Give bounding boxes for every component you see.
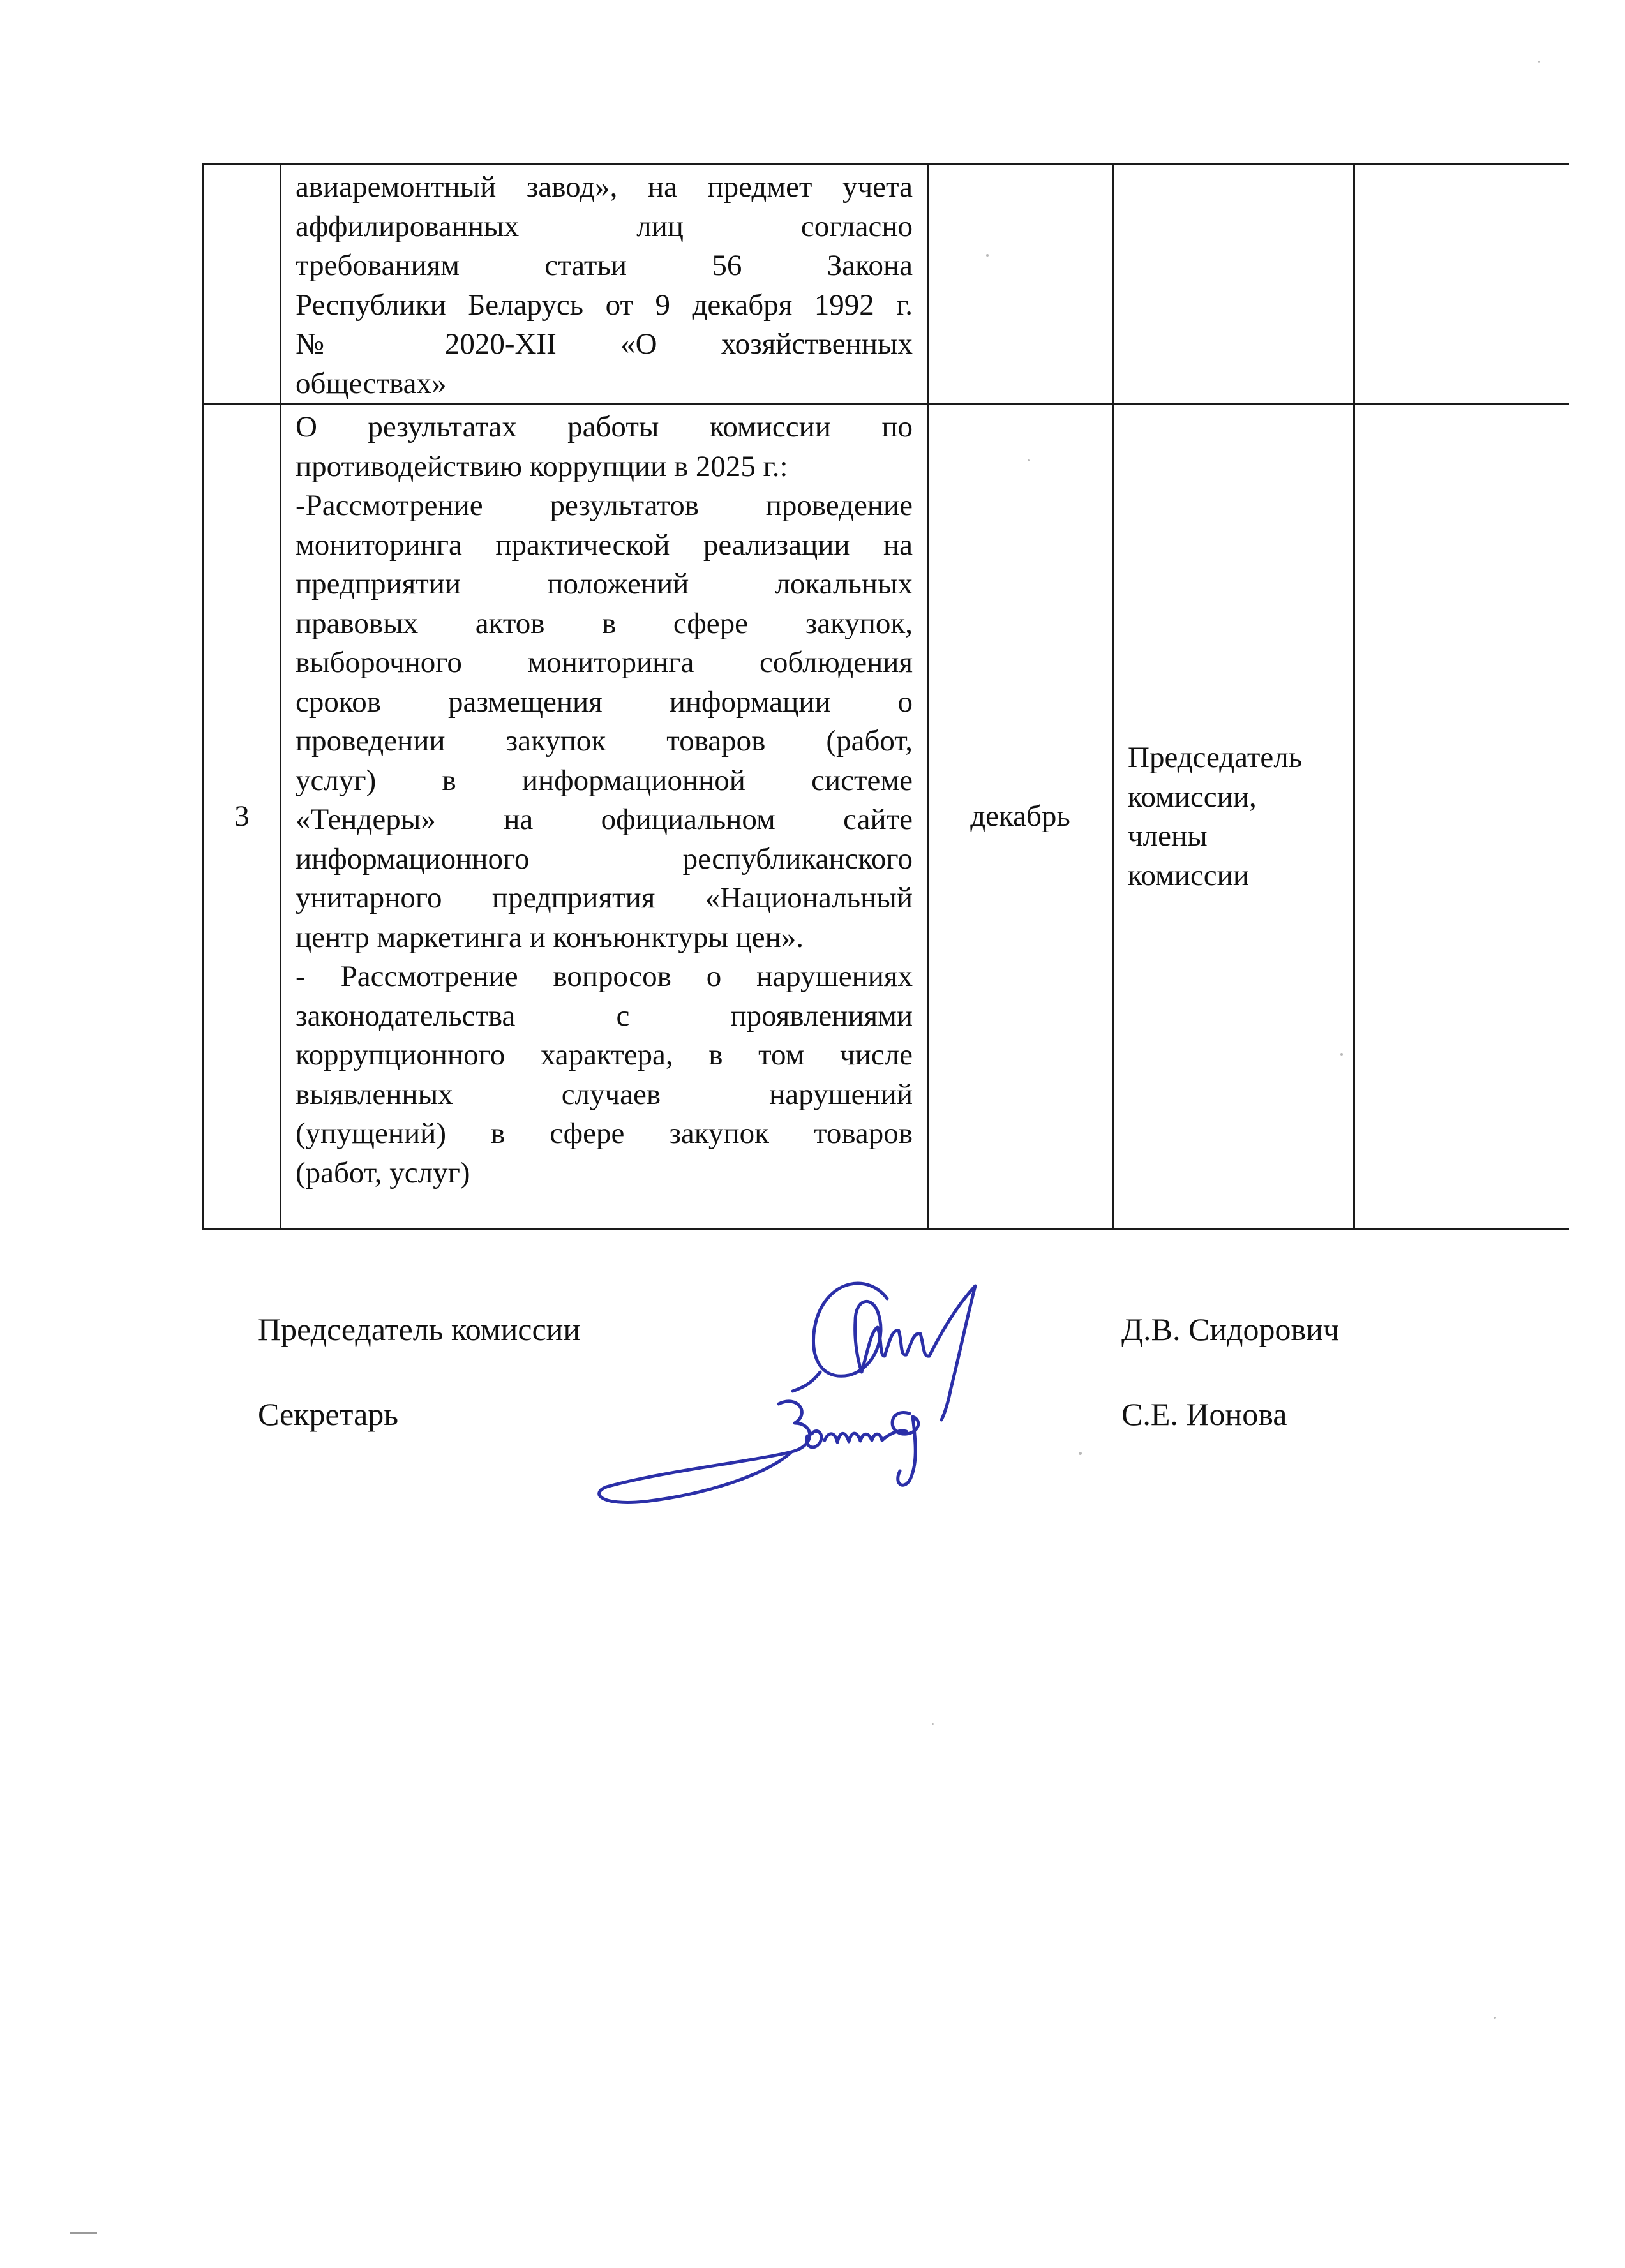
event-cell xyxy=(281,165,928,405)
event-line: проведении закупок товаров (работ, xyxy=(296,724,913,757)
responsible-line: члены xyxy=(1128,819,1208,853)
event-line: информационного республиканского xyxy=(296,842,913,876)
scan-speck xyxy=(1028,459,1030,461)
event-line: мониторинга практической реализации на xyxy=(296,528,913,562)
row-number-cell xyxy=(204,405,281,1230)
responsible-line: Председатель xyxy=(1128,741,1303,774)
secretary-signature-stroke xyxy=(892,1413,918,1486)
scan-speck xyxy=(1538,61,1540,63)
event-line: О результатах работы комиссии по xyxy=(296,410,913,444)
event-line: предприятии положений локальных xyxy=(296,567,913,601)
row-number-cell xyxy=(204,165,281,405)
secretary-signature-stroke xyxy=(599,1401,810,1503)
note-cell xyxy=(1354,405,1570,1230)
chair-signature-stroke xyxy=(929,1286,975,1420)
event-line: Республики Беларусь от 9 декабря 1992 г. xyxy=(296,288,913,322)
event-line: выявленных случаев нарушений xyxy=(296,1077,913,1111)
chair-signature-stroke xyxy=(793,1372,820,1391)
event-line: выборочного мониторинга соблюдения xyxy=(296,646,913,679)
secretary-signature-label: Секретарь xyxy=(258,1396,399,1432)
scan-speck xyxy=(1494,2017,1496,2019)
date-text: декабрь xyxy=(970,800,1070,833)
table-row xyxy=(204,165,1570,405)
plan-table xyxy=(202,163,1569,1230)
event-line: требованиям статьи 56 Закона xyxy=(296,249,913,282)
event-line: сроков размещения информации о xyxy=(296,685,913,719)
event-line: унитарного предприятия «Национальный xyxy=(296,881,913,914)
event-text xyxy=(281,405,927,1193)
event-line: авиаремонтный завод», на предмет учета xyxy=(296,170,913,204)
chair-signature-label: Председатель комиссии xyxy=(258,1311,581,1347)
event-text xyxy=(281,165,927,403)
responsible-cell xyxy=(1113,165,1354,405)
responsible-line: комиссии, xyxy=(1128,780,1257,814)
date-cell xyxy=(928,165,1113,405)
event-line: -Рассмотрение результатов проведение xyxy=(296,489,913,522)
secretary-signature-stroke xyxy=(882,1431,906,1440)
secretary-signature-stroke xyxy=(825,1433,882,1442)
event-line: законодательства с проявлениями xyxy=(296,999,913,1033)
scan-speck xyxy=(70,2232,97,2234)
event-line: центр маркетинга и конъюнктуры цен». xyxy=(296,920,804,954)
event-line: № 2020-XII «О хозяйственных xyxy=(296,327,913,361)
responsible-line: комиссии xyxy=(1128,858,1249,892)
table-row xyxy=(204,405,1570,1230)
responsible-cell xyxy=(1113,405,1354,1230)
scan-speck xyxy=(986,254,989,257)
secretary-name: С.Е. Ионова xyxy=(1121,1396,1287,1432)
event-line: (упущений) в сфере закупок товаров xyxy=(296,1117,913,1150)
event-line: противодействию коррупции в 2025 г.: xyxy=(296,449,788,483)
chair-signature-stroke xyxy=(862,1327,929,1372)
event-line: правовых актов в сфере закупок, xyxy=(296,606,913,640)
event-line: аффилированных лиц согласно xyxy=(296,209,913,243)
event-line: услуг) в информационной системе xyxy=(296,763,913,797)
event-line: коррупционного характера, в том числе xyxy=(296,1038,913,1071)
chair-name: Д.В. Сидорович xyxy=(1121,1311,1340,1347)
event-line: - Рассмотрение вопросов о нарушениях xyxy=(296,960,913,993)
handwritten-signatures xyxy=(587,1260,1047,1528)
scan-speck xyxy=(1079,1452,1082,1455)
event-line: (работ, услуг) xyxy=(296,1156,470,1190)
event-line: «Тендеры» на официальном сайте xyxy=(296,803,913,836)
scan-speck xyxy=(932,1723,934,1725)
note-cell xyxy=(1354,165,1570,405)
scan-speck xyxy=(1340,1053,1343,1056)
date-cell xyxy=(928,405,1113,1230)
row-number: 3 xyxy=(234,800,250,833)
event-cell xyxy=(281,405,928,1230)
event-line: обществах» xyxy=(296,366,447,400)
